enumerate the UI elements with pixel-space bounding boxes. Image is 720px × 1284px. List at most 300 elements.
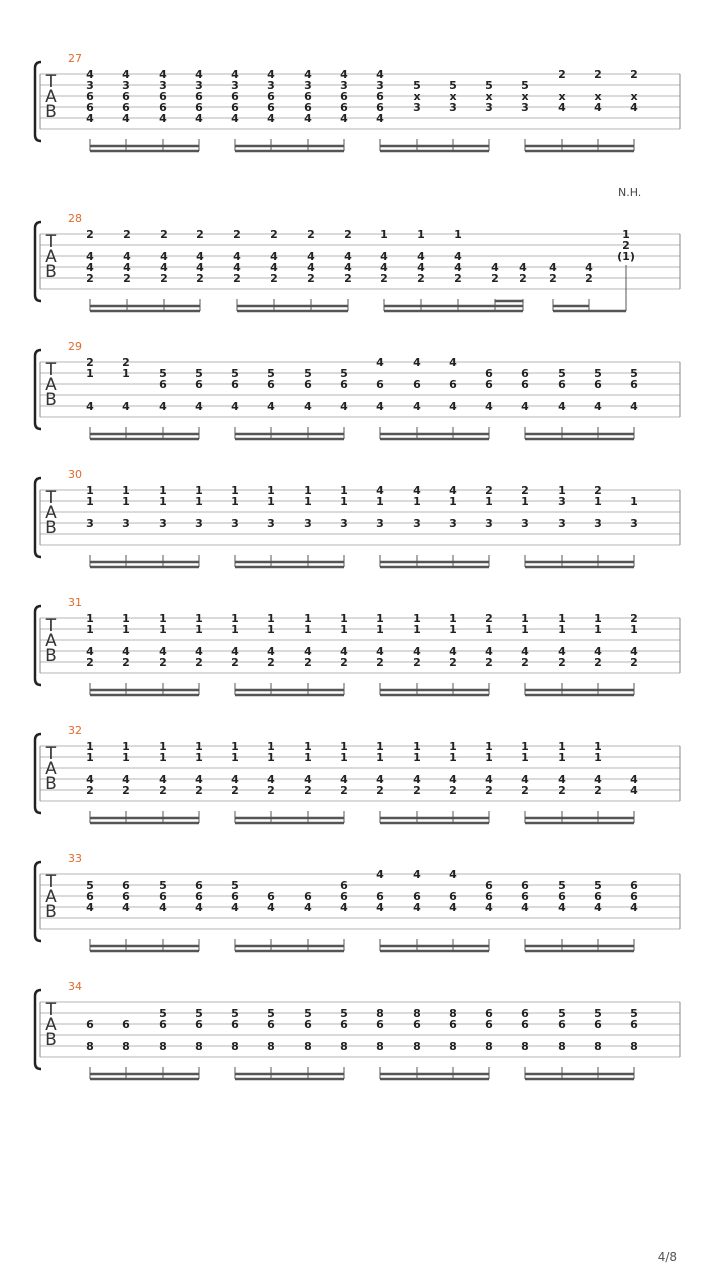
fret-number: 1 bbox=[267, 623, 275, 636]
fret-number: 3 bbox=[485, 101, 493, 114]
fret-number: 8 bbox=[376, 1007, 384, 1020]
fret-number: 3 bbox=[594, 517, 602, 530]
fret-number: 6 bbox=[231, 890, 239, 903]
fret-number: 4 bbox=[594, 101, 602, 114]
fret-number: 6 bbox=[159, 890, 167, 903]
fret-number: 1 bbox=[122, 612, 130, 625]
fret-number: 6 bbox=[304, 1018, 312, 1031]
fret-number: 4 bbox=[233, 261, 241, 274]
fret-number: 6 bbox=[86, 890, 94, 903]
fret-number: 1 bbox=[304, 495, 312, 508]
fret-number: 4 bbox=[558, 645, 566, 658]
fret-number: 4 bbox=[558, 901, 566, 914]
fret-number: 6 bbox=[630, 890, 638, 903]
fret-number: 1 bbox=[413, 740, 421, 753]
fret-number: 5 bbox=[159, 367, 167, 380]
fret-number: 6 bbox=[594, 890, 602, 903]
fret-number: 2 bbox=[630, 612, 638, 625]
fret-number: 2 bbox=[196, 228, 204, 241]
fret-number: 2 bbox=[160, 228, 168, 241]
natural-harmonic-label: N.H. bbox=[618, 186, 642, 199]
fret-number: 1 bbox=[122, 751, 130, 764]
fret-number: 4 bbox=[454, 261, 462, 274]
fret-number: 5 bbox=[594, 367, 602, 380]
fret-number: 4 bbox=[413, 645, 421, 658]
fret-number: 6 bbox=[521, 879, 529, 892]
fret-number: 3 bbox=[376, 79, 384, 92]
fret-number: 4 bbox=[304, 773, 312, 786]
fret-number: 1 bbox=[376, 495, 384, 508]
tab-clef-letter: A bbox=[45, 87, 57, 107]
fret-number: 6 bbox=[340, 90, 348, 103]
fret-number: 4 bbox=[449, 400, 457, 413]
fret-number: 1 bbox=[449, 740, 457, 753]
fret-number: 4 bbox=[417, 250, 425, 263]
fret-number: 1 bbox=[159, 751, 167, 764]
fret-number: 3 bbox=[231, 517, 239, 530]
fret-number: 1 bbox=[159, 484, 167, 497]
fret-number: 2 bbox=[594, 656, 602, 669]
fret-number: 2 bbox=[521, 484, 529, 497]
fret-number: 4 bbox=[630, 400, 638, 413]
fret-number: 3 bbox=[449, 101, 457, 114]
fret-number: 4 bbox=[122, 400, 130, 413]
fret-number: 4 bbox=[376, 68, 384, 81]
fret-number: 2 bbox=[231, 656, 239, 669]
fret-number: 6 bbox=[195, 101, 203, 114]
fret-number: 4 bbox=[86, 901, 94, 914]
fret-number: 5 bbox=[485, 79, 493, 92]
fret-number: 3 bbox=[304, 79, 312, 92]
fret-number: 1 bbox=[340, 740, 348, 753]
fret-number: 6 bbox=[231, 1018, 239, 1031]
fret-number: 4 bbox=[195, 645, 203, 658]
fret-number: 8 bbox=[122, 1040, 130, 1053]
fret-number: 1 bbox=[449, 623, 457, 636]
fret-number: 4 bbox=[521, 773, 529, 786]
fret-number: 1 bbox=[267, 751, 275, 764]
fret-number: 6 bbox=[304, 890, 312, 903]
fret-number: 4 bbox=[195, 112, 203, 125]
fret-number: 8 bbox=[267, 1040, 275, 1053]
fret-number: 4 bbox=[449, 868, 457, 881]
fret-number: 5 bbox=[630, 1007, 638, 1020]
fret-number: 6 bbox=[376, 90, 384, 103]
fret-number: 2 bbox=[491, 272, 499, 285]
measure-number: 33 bbox=[68, 852, 82, 865]
fret-number: 4 bbox=[344, 250, 352, 263]
fret-number: 6 bbox=[304, 101, 312, 114]
tab-clef-letter: T bbox=[45, 744, 57, 764]
fret-number: 8 bbox=[558, 1040, 566, 1053]
fret-number: 1 bbox=[122, 484, 130, 497]
fret-number: 3 bbox=[86, 79, 94, 92]
fret-number: 4 bbox=[376, 400, 384, 413]
fret-number: 1 bbox=[521, 751, 529, 764]
fret-number: 1 bbox=[122, 495, 130, 508]
fret-number: 1 bbox=[485, 751, 493, 764]
fret-number: 2 bbox=[270, 272, 278, 285]
fret-number: 8 bbox=[231, 1040, 239, 1053]
tab-clef-letter: B bbox=[45, 1030, 57, 1050]
fret-number: 4 bbox=[86, 112, 94, 125]
fret-number: 1 bbox=[340, 612, 348, 625]
fret-number: 2 bbox=[267, 784, 275, 797]
tab-system bbox=[35, 724, 680, 823]
fret-number: 2 bbox=[585, 272, 593, 285]
fret-number: 6 bbox=[449, 1018, 457, 1031]
fret-number: 5 bbox=[521, 79, 529, 92]
fret-number: 5 bbox=[558, 367, 566, 380]
fret-number: 2 bbox=[519, 272, 527, 285]
fret-number: 4 bbox=[376, 484, 384, 497]
fret-number: 3 bbox=[159, 79, 167, 92]
fret-number: 3 bbox=[304, 517, 312, 530]
fret-number: 6 bbox=[376, 378, 384, 391]
fret-number: 8 bbox=[594, 1040, 602, 1053]
fret-number: 5 bbox=[558, 879, 566, 892]
fret-number: 2 bbox=[86, 656, 94, 669]
fret-number: 2 bbox=[340, 656, 348, 669]
fret-number: 1 bbox=[376, 740, 384, 753]
fret-number: 6 bbox=[485, 1018, 493, 1031]
fret-number: 4 bbox=[454, 250, 462, 263]
fret-number: 4 bbox=[231, 400, 239, 413]
fret-number: 1 bbox=[340, 751, 348, 764]
fret-number: 1 bbox=[594, 495, 602, 508]
fret-number: 6 bbox=[485, 1007, 493, 1020]
fret-number: 2 bbox=[340, 784, 348, 797]
fret-number: 5 bbox=[449, 79, 457, 92]
fret-number: 8 bbox=[449, 1040, 457, 1053]
fret-number: 1 bbox=[521, 623, 529, 636]
fret-number: 4 bbox=[340, 400, 348, 413]
fret-number: 4 bbox=[160, 250, 168, 263]
fret-number: 6 bbox=[159, 101, 167, 114]
fret-number: 4 bbox=[449, 356, 457, 369]
fret-number: 4 bbox=[231, 68, 239, 81]
harmonic-fret: 1 bbox=[622, 228, 630, 241]
fret-number: 4 bbox=[267, 645, 275, 658]
fret-number: 5 bbox=[304, 367, 312, 380]
fret-number: 1 bbox=[195, 623, 203, 636]
fret-number: 1 bbox=[159, 623, 167, 636]
measure-number: 29 bbox=[68, 340, 82, 353]
fret-number: 4 bbox=[196, 261, 204, 274]
fret-number: 4 bbox=[86, 400, 94, 413]
fret-number: 4 bbox=[267, 400, 275, 413]
fret-number: 4 bbox=[122, 112, 130, 125]
fret-number: 4 bbox=[233, 250, 241, 263]
fret-number: 1 bbox=[195, 740, 203, 753]
fret-number: 6 bbox=[195, 1018, 203, 1031]
tab-clef-letter: A bbox=[45, 887, 57, 907]
fret-number: 1 bbox=[485, 495, 493, 508]
fret-number: 3 bbox=[376, 517, 384, 530]
fret-number: 2 bbox=[122, 784, 130, 797]
fret-number: 6 bbox=[195, 90, 203, 103]
tab-clef-letter: A bbox=[45, 247, 57, 267]
fret-number: 6 bbox=[630, 1018, 638, 1031]
fret-number: 1 bbox=[122, 623, 130, 636]
fret-number: x bbox=[485, 90, 493, 103]
fret-number: 8 bbox=[630, 1040, 638, 1053]
fret-number: 1 bbox=[304, 484, 312, 497]
fret-number: 4 bbox=[231, 645, 239, 658]
fret-number: 6 bbox=[594, 378, 602, 391]
fret-number: 3 bbox=[231, 79, 239, 92]
fret-number: 1 bbox=[340, 495, 348, 508]
fret-number: 4 bbox=[485, 400, 493, 413]
fret-number: 4 bbox=[267, 112, 275, 125]
fret-number: 4 bbox=[304, 901, 312, 914]
tab-clef-letter: A bbox=[45, 759, 57, 779]
tab-clef-letter: B bbox=[45, 774, 57, 794]
fret-number: 2 bbox=[413, 656, 421, 669]
fret-number: 1 bbox=[558, 484, 566, 497]
fret-number: 4 bbox=[159, 773, 167, 786]
fret-number: 4 bbox=[413, 901, 421, 914]
fret-number: 4 bbox=[594, 645, 602, 658]
fret-number: 5 bbox=[195, 367, 203, 380]
fret-number: 4 bbox=[376, 773, 384, 786]
fret-number: 1 bbox=[267, 484, 275, 497]
fret-number: 2 bbox=[344, 228, 352, 241]
fret-number: 3 bbox=[195, 79, 203, 92]
fret-number: 4 bbox=[380, 250, 388, 263]
fret-number: 4 bbox=[267, 773, 275, 786]
fret-number: 4 bbox=[304, 400, 312, 413]
tab-clef-letter: T bbox=[45, 488, 57, 508]
fret-number: 1 bbox=[417, 228, 425, 241]
fret-number: 6 bbox=[267, 90, 275, 103]
fret-number: 4 bbox=[159, 68, 167, 81]
fret-number: 1 bbox=[449, 612, 457, 625]
fret-number: 1 bbox=[521, 740, 529, 753]
fret-number: 4 bbox=[380, 261, 388, 274]
fret-number: 6 bbox=[86, 101, 94, 114]
fret-number: 2 bbox=[86, 228, 94, 241]
fret-number: 6 bbox=[558, 890, 566, 903]
fret-number: 1 bbox=[521, 612, 529, 625]
fret-number: 4 bbox=[413, 400, 421, 413]
fret-number: 4 bbox=[485, 901, 493, 914]
fret-number: 6 bbox=[267, 101, 275, 114]
fret-number: 8 bbox=[449, 1007, 457, 1020]
fret-number: 1 bbox=[413, 612, 421, 625]
fret-number: 6 bbox=[340, 101, 348, 114]
fret-number: 6 bbox=[86, 1018, 94, 1031]
fret-number: 6 bbox=[630, 879, 638, 892]
fret-number: 4 bbox=[485, 645, 493, 658]
fret-number: 1 bbox=[122, 367, 130, 380]
fret-number: 1 bbox=[86, 740, 94, 753]
fret-number: 4 bbox=[86, 645, 94, 658]
fret-number: 2 bbox=[594, 68, 602, 81]
fret-number: 4 bbox=[122, 773, 130, 786]
fret-number: 1 bbox=[304, 740, 312, 753]
fret-number: 1 bbox=[594, 612, 602, 625]
measure-number: 27 bbox=[68, 52, 82, 65]
fret-number: 6 bbox=[340, 890, 348, 903]
fret-number: 6 bbox=[122, 101, 130, 114]
fret-number: 2 bbox=[454, 272, 462, 285]
fret-number: 1 bbox=[159, 495, 167, 508]
fret-number: 3 bbox=[630, 517, 638, 530]
fret-number: 4 bbox=[594, 400, 602, 413]
fret-number: 3 bbox=[558, 495, 566, 508]
fret-number: 6 bbox=[122, 90, 130, 103]
fret-number: 3 bbox=[449, 517, 457, 530]
fret-number: 1 bbox=[454, 228, 462, 241]
fret-number: 4 bbox=[521, 901, 529, 914]
fret-number: x bbox=[630, 90, 638, 103]
fret-number: 1 bbox=[231, 623, 239, 636]
fret-number: 1 bbox=[594, 751, 602, 764]
fret-number: 4 bbox=[304, 112, 312, 125]
fret-number: 6 bbox=[449, 890, 457, 903]
fret-number: 1 bbox=[485, 623, 493, 636]
tab-clef-letter: B bbox=[45, 646, 57, 666]
fret-number: 4 bbox=[231, 112, 239, 125]
fret-number: 6 bbox=[630, 378, 638, 391]
tab-system bbox=[35, 980, 680, 1079]
fret-number: 4 bbox=[376, 901, 384, 914]
fret-number: 5 bbox=[594, 879, 602, 892]
fret-number: 1 bbox=[376, 751, 384, 764]
fret-number: 1 bbox=[267, 612, 275, 625]
fret-number: 2 bbox=[594, 484, 602, 497]
fret-number: 2 bbox=[304, 784, 312, 797]
fret-number: 2 bbox=[123, 272, 131, 285]
fret-number: 3 bbox=[413, 101, 421, 114]
fret-number: 4 bbox=[630, 901, 638, 914]
fret-number: 6 bbox=[159, 378, 167, 391]
fret-number: 6 bbox=[195, 879, 203, 892]
fret-number: 2 bbox=[630, 68, 638, 81]
fret-number: 1 bbox=[449, 495, 457, 508]
fret-number: 4 bbox=[123, 250, 131, 263]
fret-number: 6 bbox=[340, 879, 348, 892]
fret-number: 4 bbox=[159, 112, 167, 125]
tab-system bbox=[35, 852, 680, 951]
tab-clef-letter: T bbox=[45, 360, 57, 380]
fret-number: 5 bbox=[231, 1007, 239, 1020]
fret-number: 5 bbox=[594, 1007, 602, 1020]
fret-number: 5 bbox=[267, 367, 275, 380]
fret-number: 1 bbox=[340, 484, 348, 497]
fret-number: 1 bbox=[159, 612, 167, 625]
measure-number: 30 bbox=[68, 468, 82, 481]
fret-number: 1 bbox=[86, 751, 94, 764]
fret-number: 1 bbox=[195, 612, 203, 625]
fret-number: 6 bbox=[86, 90, 94, 103]
fret-number: 3 bbox=[521, 517, 529, 530]
fret-number: 2 bbox=[123, 228, 131, 241]
fret-number: 1 bbox=[630, 623, 638, 636]
fret-number: 8 bbox=[376, 1040, 384, 1053]
fret-number: 1 bbox=[630, 495, 638, 508]
fret-number: 6 bbox=[340, 1018, 348, 1031]
fret-number: 8 bbox=[521, 1040, 529, 1053]
fret-number: 2 bbox=[86, 272, 94, 285]
fret-number: 1 bbox=[86, 484, 94, 497]
fret-number: 5 bbox=[159, 1007, 167, 1020]
fret-number: 4 bbox=[376, 868, 384, 881]
fret-number: x bbox=[413, 90, 421, 103]
fret-number: 4 bbox=[594, 901, 602, 914]
fret-number: 2 bbox=[558, 784, 566, 797]
fret-number: 3 bbox=[558, 517, 566, 530]
fret-number: 2 bbox=[380, 272, 388, 285]
fret-number: 6 bbox=[376, 890, 384, 903]
fret-number: 2 bbox=[86, 356, 94, 369]
fret-number: 1 bbox=[159, 740, 167, 753]
fret-number: 6 bbox=[304, 90, 312, 103]
fret-number: 3 bbox=[86, 517, 94, 530]
fret-number: 1 bbox=[558, 740, 566, 753]
fret-number: x bbox=[521, 90, 529, 103]
fret-number: 1 bbox=[86, 612, 94, 625]
fret-number: 2 bbox=[413, 784, 421, 797]
fret-number: 8 bbox=[340, 1040, 348, 1053]
fret-number: 6 bbox=[195, 378, 203, 391]
fret-number: 4 bbox=[549, 261, 557, 274]
fret-number: 6 bbox=[413, 378, 421, 391]
fret-number: 1 bbox=[86, 623, 94, 636]
fret-number: 4 bbox=[123, 261, 131, 274]
fret-number: 3 bbox=[195, 517, 203, 530]
fret-number: 6 bbox=[267, 890, 275, 903]
fret-number: 1 bbox=[86, 367, 94, 380]
fret-number: 6 bbox=[376, 101, 384, 114]
tab-clef-letter: A bbox=[45, 503, 57, 523]
fret-number: 2 bbox=[233, 228, 241, 241]
fret-number: 2 bbox=[485, 784, 493, 797]
fret-number: 4 bbox=[270, 261, 278, 274]
fret-number: 2 bbox=[521, 656, 529, 669]
fret-number: 4 bbox=[594, 773, 602, 786]
fret-number: 6 bbox=[159, 90, 167, 103]
fret-number: 4 bbox=[521, 645, 529, 658]
fret-number: 1 bbox=[413, 495, 421, 508]
fret-number: 8 bbox=[304, 1040, 312, 1053]
fret-number: 1 bbox=[594, 623, 602, 636]
tab-system bbox=[35, 468, 680, 567]
fret-number: 3 bbox=[122, 79, 130, 92]
fret-number: 5 bbox=[231, 879, 239, 892]
fret-number: 2 bbox=[485, 656, 493, 669]
fret-number: 6 bbox=[594, 1018, 602, 1031]
tab-clef-letter: T bbox=[45, 232, 57, 252]
fret-number: 6 bbox=[485, 879, 493, 892]
fret-number: 8 bbox=[86, 1040, 94, 1053]
fret-number: 4 bbox=[558, 101, 566, 114]
fret-number: 1 bbox=[594, 740, 602, 753]
fret-number: 8 bbox=[413, 1007, 421, 1020]
fret-number: 4 bbox=[195, 901, 203, 914]
fret-number: 2 bbox=[558, 656, 566, 669]
fret-number: 4 bbox=[413, 773, 421, 786]
fret-number: 4 bbox=[340, 68, 348, 81]
fret-number: 1 bbox=[558, 612, 566, 625]
measure-number: 34 bbox=[68, 980, 82, 993]
fret-number: 3 bbox=[413, 517, 421, 530]
fret-number: 2 bbox=[160, 272, 168, 285]
fret-number: 1 bbox=[231, 484, 239, 497]
fret-number: 4 bbox=[630, 784, 638, 797]
fret-number: 2 bbox=[449, 656, 457, 669]
